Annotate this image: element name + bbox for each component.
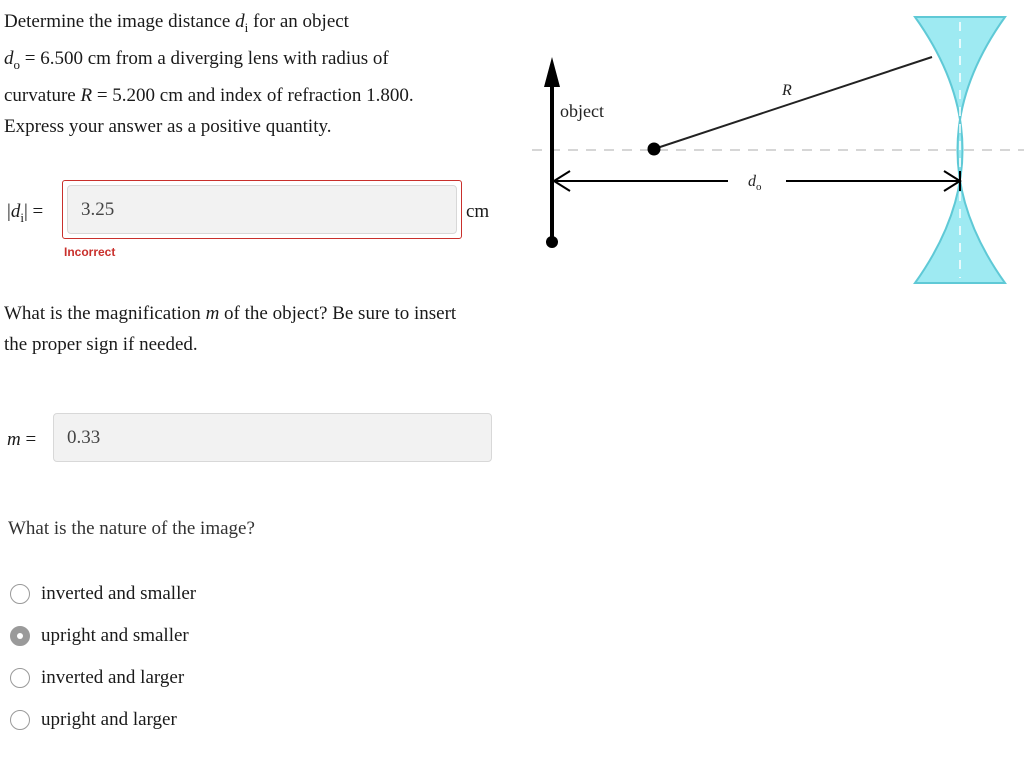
center-of-curvature-dot (648, 143, 661, 156)
question-1-line-1: Determine the image distance $d_i$ for an object (4, 11, 349, 35)
option-inverted-larger[interactable] (10, 667, 184, 689)
option-upright-smaller[interactable] (10, 625, 189, 647)
option-label-3: inverted and larger (41, 667, 185, 688)
object-arrowhead (544, 57, 560, 87)
magnification-label: m = (7, 429, 37, 450)
radio-button-1[interactable] (10, 584, 30, 604)
option-upright-larger[interactable] (10, 709, 177, 731)
magnification-value: 0.33 (67, 426, 101, 448)
option-label-2: upright and smaller (41, 625, 189, 646)
object-label: object (560, 101, 604, 121)
image-distance-input[interactable] (67, 185, 457, 234)
radius-label: R (782, 82, 792, 99)
question-2-text (4, 298, 524, 360)
question-2-line-1: What is the magnification m of the object? Be sure to insert (4, 303, 457, 324)
option-label-1: inverted and smaller (41, 583, 197, 604)
question-1-line-4: Express your answer as a positive quantity. (4, 115, 332, 137)
magnification-input[interactable] (53, 413, 492, 462)
question-1-line-3: curvature R = 5.200 cm and index of refraction 1.800. (4, 84, 414, 106)
question-1-text (4, 6, 524, 142)
radio-button-4[interactable] (10, 710, 30, 730)
question-2-line-2: the proper sign if needed. (4, 334, 198, 355)
image-distance-feedback: Incorrect (64, 245, 116, 259)
lens-diagram (520, 0, 1024, 300)
radius-line (654, 57, 932, 149)
distance-label: $d_o$ (748, 173, 762, 193)
image-distance-value: 3.25 (81, 198, 115, 220)
radio-button-2[interactable] (10, 626, 30, 646)
option-inverted-smaller[interactable] (10, 583, 196, 605)
option-label-4: upright and larger (41, 709, 177, 730)
object-base-dot (546, 236, 558, 248)
question-3-text: What is the nature of the image? (8, 518, 255, 539)
question-1-line-2: $d_o = 6.500$ cm from a diverging lens with radius of (4, 47, 389, 72)
radio-button-3[interactable] (10, 668, 30, 688)
image-distance-label: $|d_i|$ = (7, 201, 44, 225)
image-distance-unit: cm (466, 201, 490, 222)
